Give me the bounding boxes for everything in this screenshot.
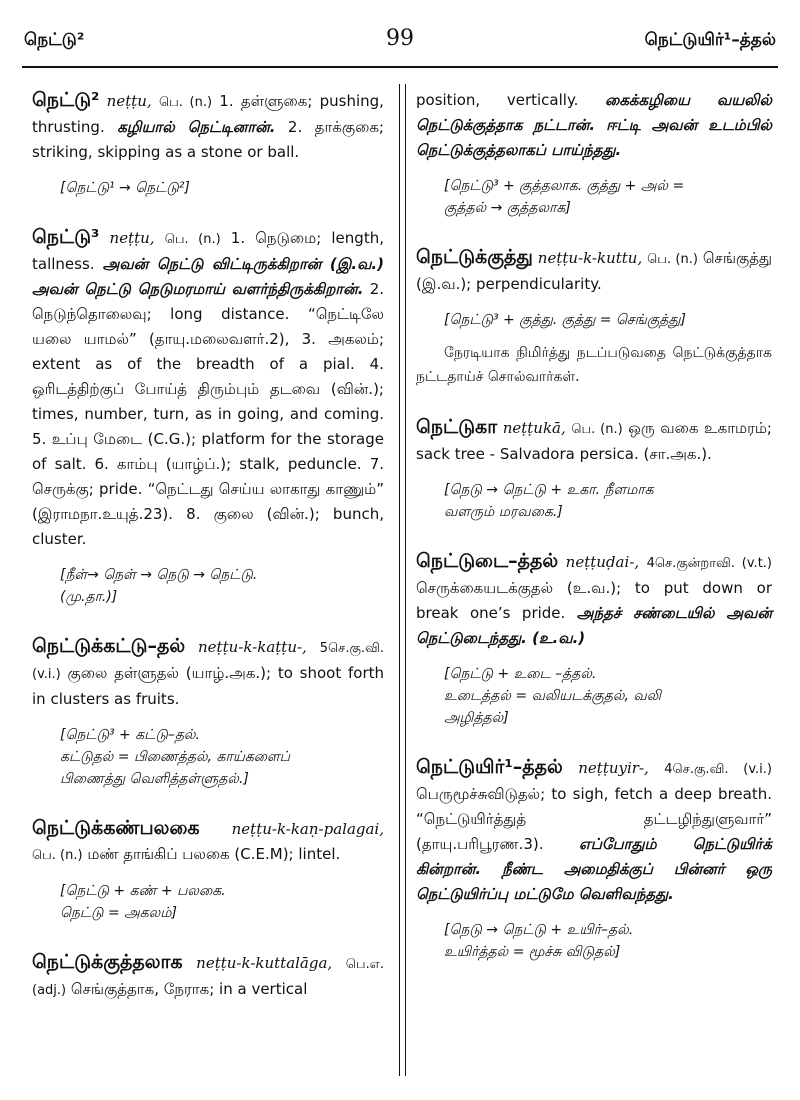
etymology-line: பிணைத்து வெளித்தள்ளுதல்.] <box>60 771 249 787</box>
entry-headword: நெட்டுக்குத்தலாக <box>32 951 183 973</box>
dictionary-entry <box>416 755 772 963</box>
entry-pos: பெ.எ.(adj.) <box>32 957 384 998</box>
entry-etymology <box>60 177 384 199</box>
entry-transliteration: neṭṭuyir-, <box>578 759 649 777</box>
column-divider <box>399 84 406 1076</box>
entry-definition: செங்குத்தாக, நேராக; in a vertical <box>70 980 308 998</box>
entry-definition: குலை தள்ளுதல் (யாழ்.அக.); to shoot forth in clusters as fruits. <box>32 664 384 708</box>
entry-headword: நெட்டுக்கண்பலகை <box>32 817 200 839</box>
entry-example: அந்தச் சண்டையில் அவன் நெட்டுடைந்தது. (உ.வ.) <box>416 604 772 647</box>
entry-example: கழியால் நெட்டினான். <box>117 118 276 136</box>
entry-example: அவன் நெட்டு விட்டிருக்கிறான் (இ.வ.) அவன் நெட்டு நெடுமரமாய் வளர்ந்திருக்கிறான். <box>32 255 384 298</box>
right-column <box>416 88 772 989</box>
page-number: 99 <box>386 26 414 51</box>
etymology-line: கட்டுதல் = பிணைத்தல், காய்களைப் <box>60 749 291 765</box>
entry-transliteration: neṭṭu, <box>109 229 155 247</box>
etymology-line: [நெட்டு³ + குத்தலாக. குத்து + அல் = <box>444 178 685 194</box>
entry-continuation <box>416 88 772 219</box>
etymology-line: குத்தல் → குத்தலாக] <box>444 200 571 216</box>
entry-pos: பெ. (n.) <box>571 422 623 437</box>
entry-transliteration: neṭṭu-k-kaṇ-palagai, <box>231 820 384 838</box>
dictionary-entry <box>416 549 772 729</box>
entry-definition: செருக்கையடக்குதல் (உ.வ.); to put down or break one’s pride. <box>416 579 772 622</box>
entry-example: கைக்கழியை வயலில் நெட்டுக்குத்தாக நட்டான். ஈட்டி அவன் உடம்பில் நெட்டுக்குத்தலாகப் பாய்ந்தது. <box>416 91 772 159</box>
etymology-line: [நெட்டு³ + கட்டு–தல். <box>60 727 201 743</box>
entry-etymology <box>60 724 384 790</box>
dictionary-entry <box>32 950 384 1003</box>
etymology-line: (மு.தா.)] <box>60 589 118 605</box>
entry-pos: 4செ.குன்றாவி. (v.t.) <box>646 556 772 571</box>
entry-headword: நெட்டுகா <box>416 416 498 438</box>
entry-definition-cont: 2. தாக்குகை; striking, skipping as a stone or ball. <box>32 118 384 161</box>
entry-pos: பெ. (n.) <box>647 252 698 267</box>
etymology-line: [நீள்→ நெள் → நெடு → நெட்டு. <box>60 567 258 583</box>
entry-definition: செங்குத்து (இ.வ.); perpendicularity. <box>416 249 772 293</box>
etymology-line: [நெடு → நெட்டு + உயிர்–தல். <box>444 922 634 938</box>
etymology-line: வளரும் மரவகை.] <box>444 504 563 520</box>
entry-etymology <box>444 175 772 219</box>
entry-headword: நெட்டுயிர்¹–த்தல் <box>416 756 563 778</box>
entry-headword: நெட்டுடை–த்தல் <box>416 550 559 572</box>
etymology-line: உடைத்தல் = வலியடக்குதல், வலி <box>444 688 661 704</box>
entry-etymology <box>60 564 384 608</box>
entry-pos: பெ. (n.) <box>158 95 213 110</box>
page-header <box>24 12 776 62</box>
etymology-line: [நெட்டு³ + குத்து. குத்து = செங்குத்து] <box>444 312 686 328</box>
entry-definition-cont: 2. நெடுந்தொலைவு; long distance. “நெட்டிலே யலை யாமல்” (தாயு.மலைவளர்.2), 3. அகலம்; extent as of the breadth of a pial. 4. ஒரிடத்திற்குப் போய்த் திரும்பும் தடவை (வின்.); times, number, turn, as in going, and coming. 5. உப்பு மேடை (C.G.); platform for the storage of salt. 6. காம்பு (யாழ்ப்.); stalk, peduncle. 7. செருக்கு; pride. “நெட்டது செய்ய லாகாது காணும்” (இராமநா.உயுத்.23). 8. குலை (வின்.); bunch, cluster. <box>32 280 384 548</box>
dictionary-entry <box>32 816 384 924</box>
entry-pos: 4செ.கு.வி. (v.i.) <box>664 762 772 777</box>
header-rule <box>22 66 778 68</box>
entry-transliteration: neṭṭu-k-kuttu, <box>537 249 643 267</box>
entry-etymology <box>444 479 772 523</box>
entry-definition: position, vertically. <box>416 91 579 109</box>
left-column <box>32 88 384 1029</box>
entry-note: நேரடியாக நிமிர்த்து நடப்படுவதை நெட்டுக்குத்தாக நட்டதாய்ச் சொல்வார்கள். <box>416 345 772 385</box>
entry-example: எப்போதும் நெட்டுயிர்க் கின்றான். நீண்ட அமைதிக்குப் பின்னர் ஒரு நெட்டுயிர்ப்பு மட்டுமே வெளிவந்தது. <box>416 835 772 903</box>
entry-definition: பெருமூச்சுவிடுதல்; to sigh, fetch a deep breath. “நெட்டுயிர்த்துத் தட்டழிந்துளுவார்” (தாயு.பரிபூரண.3). <box>416 785 772 853</box>
entry-headword: நெட்டுக்குத்து <box>416 246 533 268</box>
dictionary-entry <box>416 245 772 389</box>
entry-headword: நெட்டு² <box>32 89 100 111</box>
entry-transliteration: neṭṭuḍai-, <box>565 553 640 571</box>
etymology-line: [நெட்டு + கண் + பலகை. <box>60 883 226 899</box>
entry-pos: 5செ.கு.வி. (v.i.) <box>32 641 384 682</box>
entry-headword: நெட்டு³ <box>32 226 100 248</box>
etymology-line: நெட்டு = அகலம்] <box>60 905 178 921</box>
etymology-line: [நெடு → நெட்டு + உகா. நீளமாக <box>444 482 654 498</box>
entry-definition: 1. தள்ளுகை; pushing, thrusting. <box>32 92 384 136</box>
entry-transliteration: neṭṭu-k-kuttalāga, <box>196 954 333 972</box>
entry-pos: பெ. (n.) <box>164 232 221 247</box>
entry-etymology <box>60 880 384 924</box>
header-left-guide-word: நெட்டு² <box>24 30 85 50</box>
entry-pos: பெ. (n.) <box>32 848 83 863</box>
entry-headword: நெட்டுக்கட்டு–தல் <box>32 635 186 657</box>
entry-definition: 1. நெடுமை; length, tallness. <box>32 229 384 273</box>
etymology-line: [நெட்டு + உடை –த்தல். <box>444 666 597 682</box>
entry-definition: மண் தாங்கிப் பலகை (C.E.M); lintel. <box>87 845 341 863</box>
etymology-line: [நெட்டு¹ → நெட்டு²] <box>60 180 190 196</box>
entry-definition: ஒரு வகை உகாமரம்; sack tree - Salvadora persica. (சா.அக.). <box>416 419 772 463</box>
entry-etymology <box>444 663 772 729</box>
header-right-guide-word: நெட்டுயிர்¹–த்தல் <box>644 30 776 50</box>
entry-transliteration: neṭṭukā, <box>502 419 566 437</box>
dictionary-entry <box>32 88 384 199</box>
dictionary-entry <box>32 634 384 790</box>
dictionary-entry <box>416 415 772 523</box>
entry-etymology <box>444 309 772 331</box>
entry-transliteration: neṭṭu, <box>106 92 152 110</box>
etymology-line: உயிர்த்தல் = மூச்சு விடுதல்] <box>444 944 621 960</box>
etymology-line: அழித்தல்] <box>444 710 509 726</box>
dictionary-entry <box>32 225 384 608</box>
entry-transliteration: neṭṭu-k-kaṭṭu-, <box>198 638 307 656</box>
entry-etymology <box>444 919 772 963</box>
